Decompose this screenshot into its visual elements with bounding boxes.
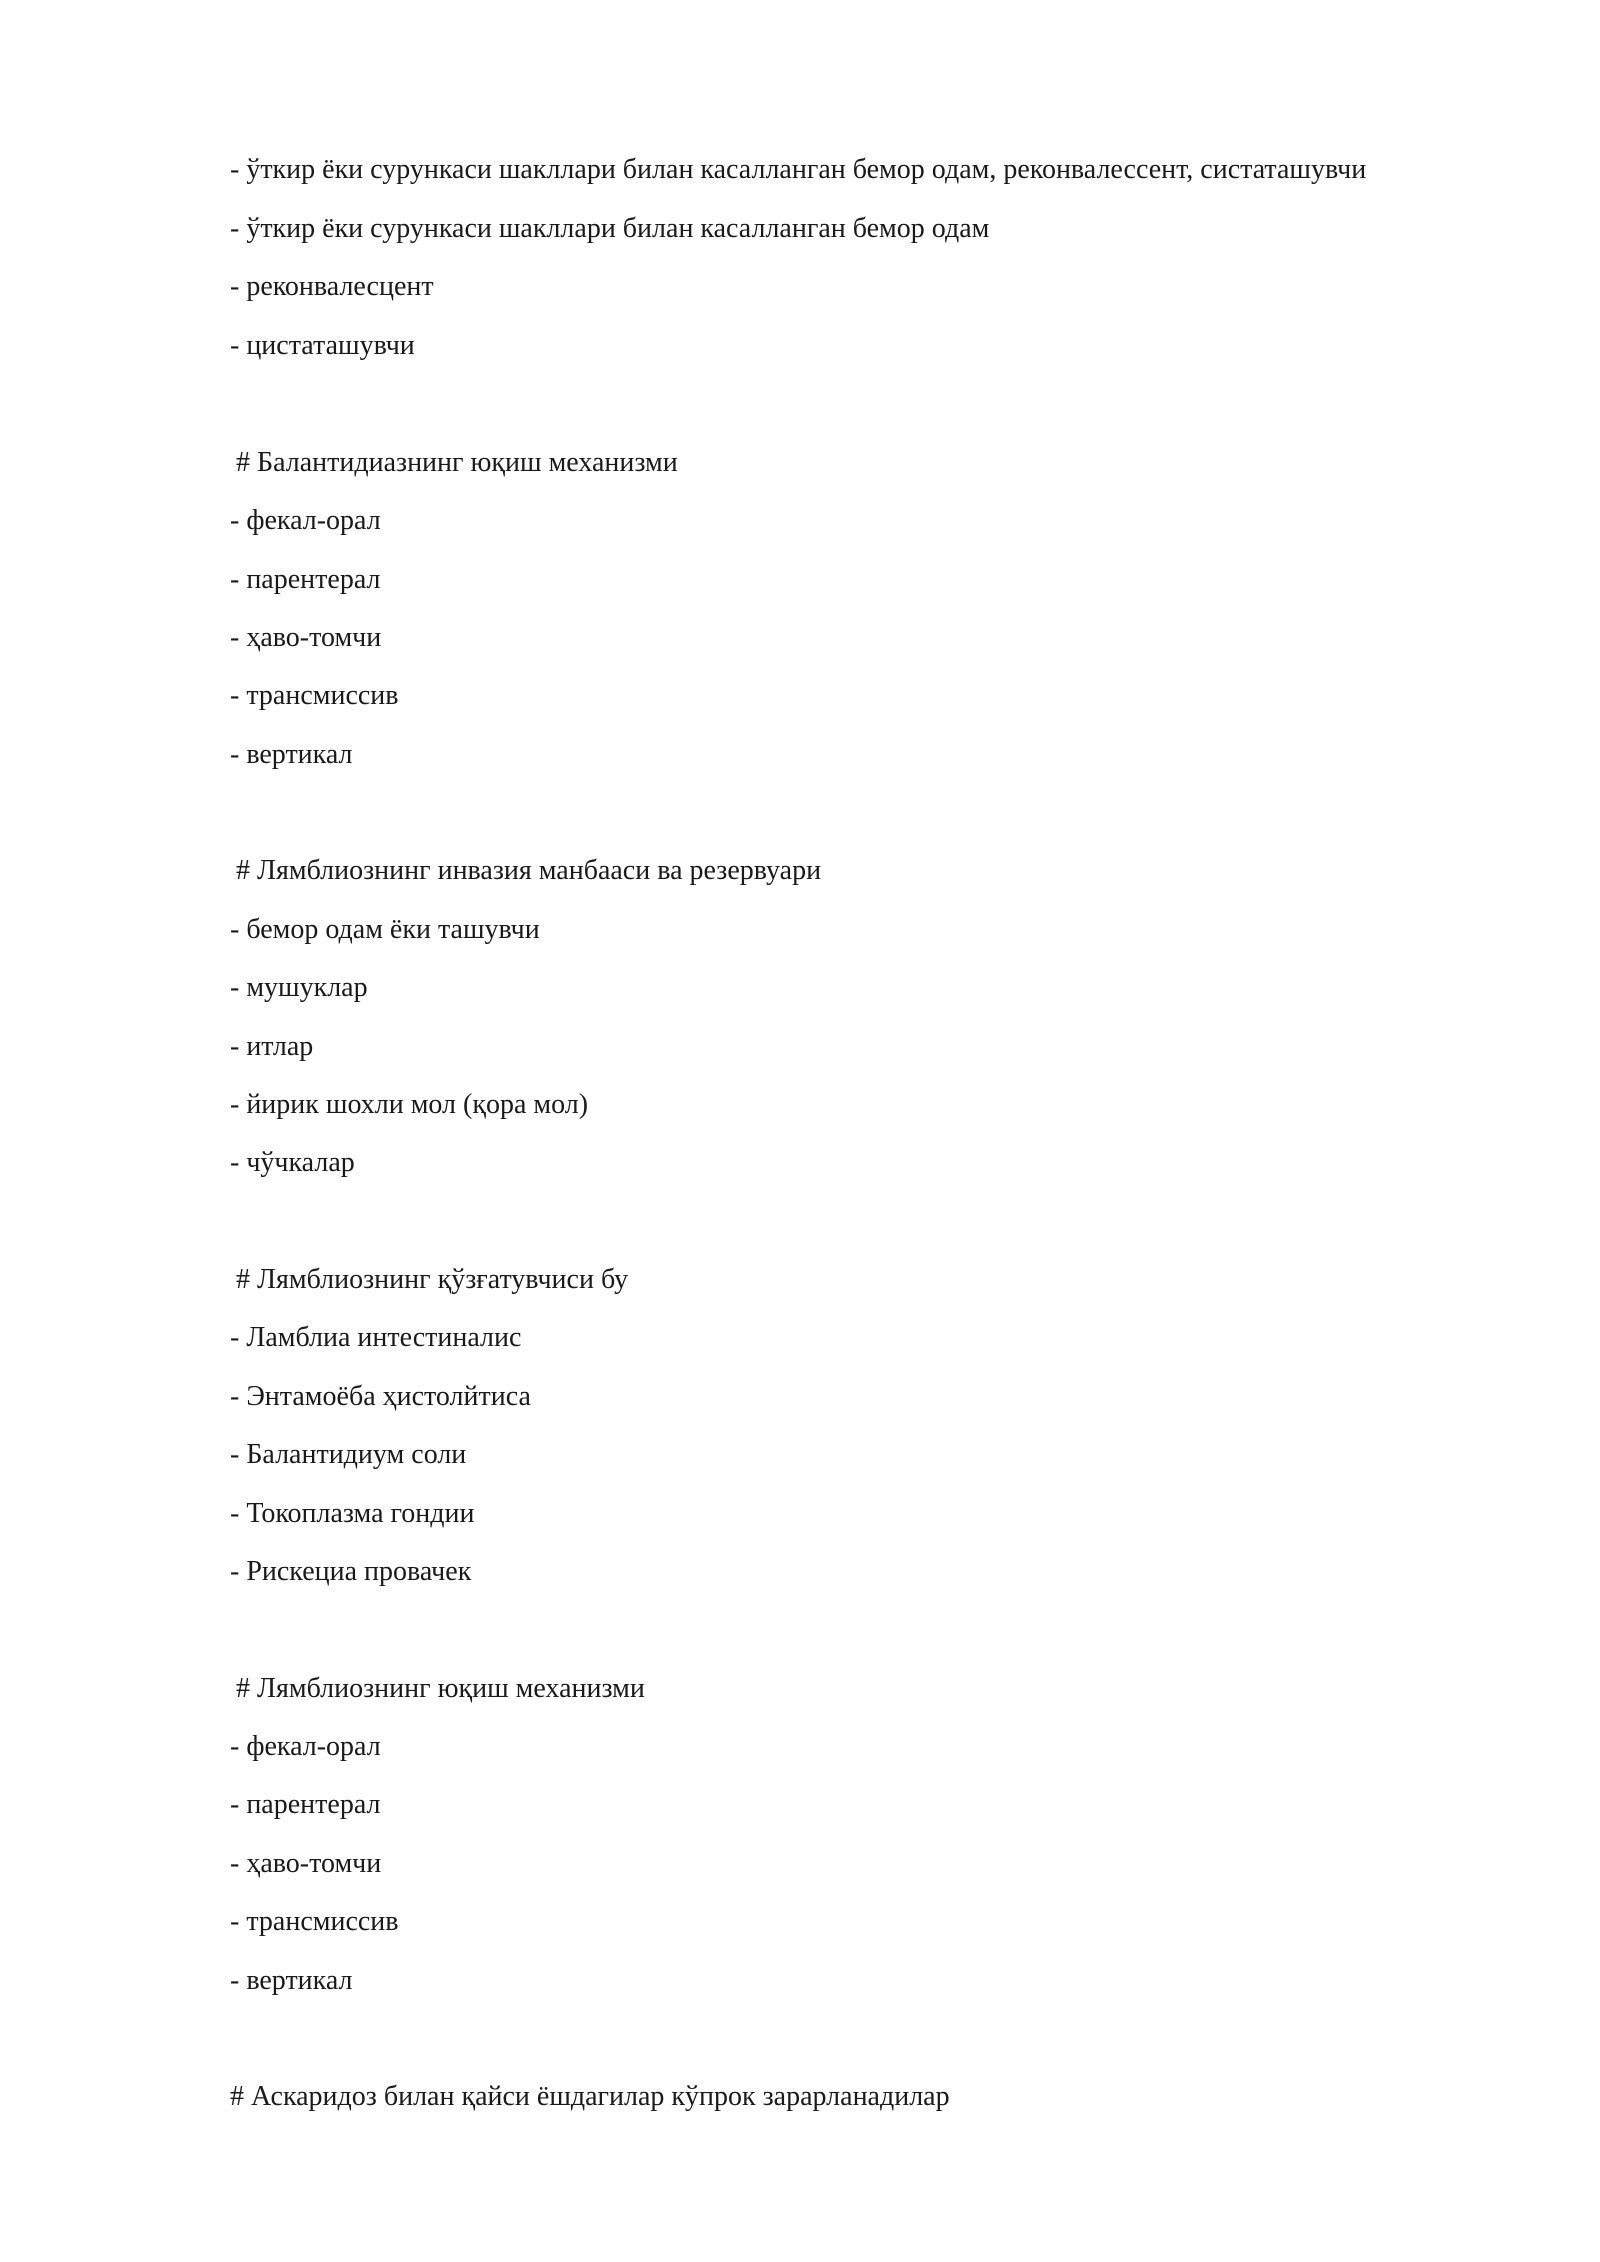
question-heading: # Балантидиазнинг юқиш механизми <box>236 447 678 478</box>
answer-option: - Токоплазма гондии <box>230 1498 475 1529</box>
answer-option: - Рискециа провачек <box>230 1556 472 1587</box>
question-heading: # Лямблиознинг инвазия манбааси ва резервуари <box>236 855 822 886</box>
answer-option: - трансмиссив <box>230 680 399 711</box>
answer-option: - Энтамоёба ҳистолйтиса <box>230 1381 531 1412</box>
answer-option: - Ламблиа интестиналис <box>230 1322 522 1353</box>
answer-option: - мушуклар <box>230 972 368 1003</box>
answer-option: - вертикал <box>230 739 353 770</box>
answer-option: - цистаташувчи <box>230 330 415 361</box>
answer-option: - парентерал <box>230 1789 381 1820</box>
answer-option: - фекал-орал <box>230 1731 381 1762</box>
answer-option: - ҳаво-томчи <box>230 1848 382 1879</box>
answer-option: - вертикал <box>230 1965 353 1996</box>
answer-option: - Балантидиум соли <box>230 1439 467 1470</box>
answer-option: - фекал-орал <box>230 505 381 536</box>
question-heading: # Аскаридоз билан қайси ёшдагилар кўпрок зарарланадилар <box>230 2081 950 2112</box>
answer-option: - чўчкалар <box>230 1147 355 1178</box>
answer-option: - итлар <box>230 1031 314 1062</box>
answer-option: - йирик шохли мол (қора мол) <box>230 1089 589 1120</box>
question-heading: # Лямблиознинг юқиш механизми <box>236 1673 645 1704</box>
answer-option: - реконвалесцент <box>230 271 434 302</box>
answer-option: - парентерал <box>230 564 381 595</box>
answer-option: - ҳаво-томчи <box>230 622 382 653</box>
answer-option: - трансмиссив <box>230 1906 399 1937</box>
answer-option: - ўткир ёки сурункаси шакллари билан касалланган бемор одам <box>230 213 990 244</box>
answer-option: - бемор одам ёки ташувчи <box>230 914 540 945</box>
answer-option: - ўткир ёки сурункаси шакллари билан касалланган бемор одам, реконвалессент, систаташувчи <box>230 154 1367 185</box>
question-heading: # Лямблиознинг қўзғатувчиси бу <box>236 1264 629 1295</box>
